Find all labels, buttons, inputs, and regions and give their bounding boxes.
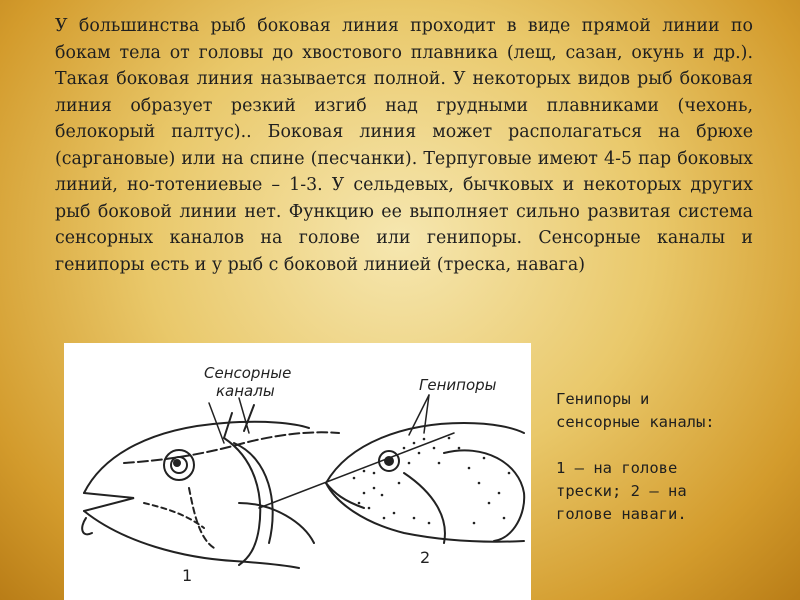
fish-heads-illustration (64, 343, 531, 600)
label-sensory-line1: Сенсорные (204, 364, 292, 382)
caption-line1: 1 – на голове (556, 459, 678, 477)
main-paragraph: У большинства рыб боковая линия проходит в виде прямой линии по бокам тела от головы до хвостового плавника (лещ, сазан, окунь и др.). Такая боковая линия называется полной. У некоторых видов рыб боковая линия образует резкий изгиб над грудными плавниками (чехонь, белокорый палтус).. Боковая линия может располагаться на брюхе (саргановые) или на спине (песчанки). Терпуговые имеют 4-5 пар боковых линий, но-тотениевые – 1-3. У сельдевых, бычковых и некоторых других рыб боковой линии нет. Функцию ее выполняет сильно развитая система сенсорных каналов на голове или генипоры. Сенсорные каналы и генипоры есть и у рыб с боковой линией (треска, навага) (55, 16, 753, 275)
caption-title-line1: Генипоры и (556, 390, 650, 408)
caption-line3: голове наваги. (556, 505, 687, 523)
fish-heads-figure (64, 343, 531, 600)
genipore-dots (353, 437, 511, 525)
label-genipores: Генипоры (419, 376, 497, 394)
figure-number-1: 1 (182, 566, 193, 585)
caption-line2: трески; 2 – на (556, 482, 687, 500)
label-sensory-line2: каналы (216, 382, 275, 400)
figure-number-2: 2 (420, 548, 431, 567)
navaga-head-drawing (326, 395, 524, 543)
caption-title-line2: сенсорные каналы: (556, 413, 715, 431)
figure-caption (556, 388, 766, 526)
